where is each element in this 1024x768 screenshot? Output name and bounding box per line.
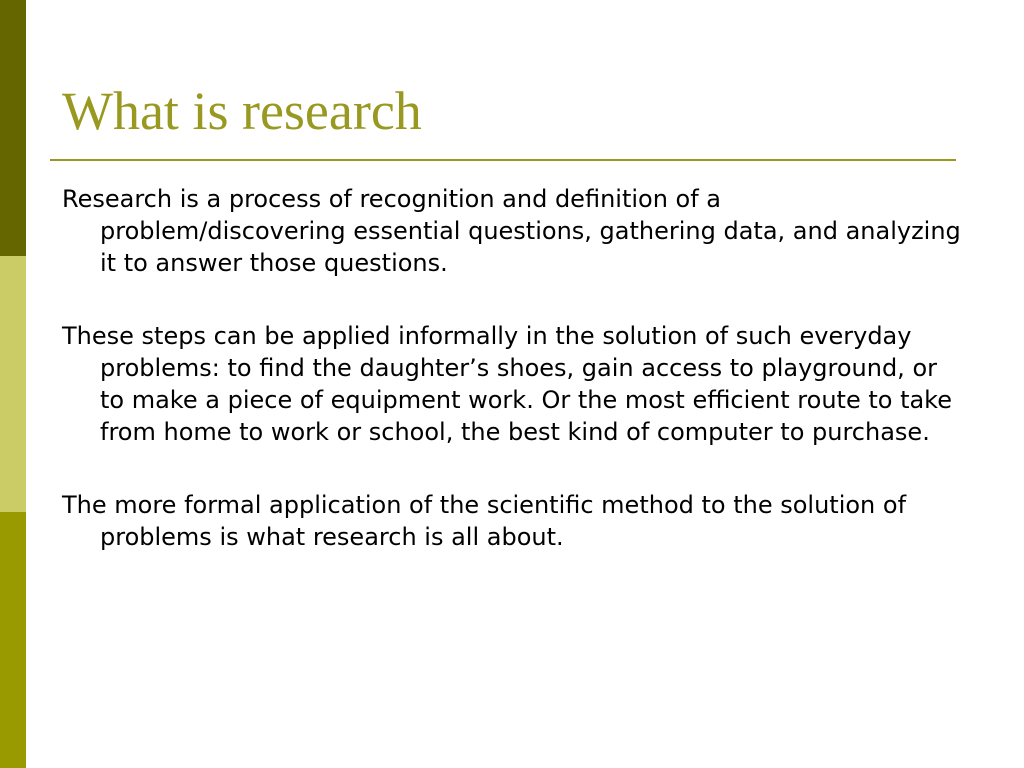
slide-body xyxy=(62,183,962,553)
slide-title: What is research xyxy=(62,81,422,141)
paragraph-formal-application: The more formal application of the scientific method to the solution of problems is what research is all about. xyxy=(62,491,907,551)
paragraph-definition: Research is a process of recognition and definition of a problem/discovering essential questions, gathering data, and analyzing it to answer those questions. xyxy=(62,185,961,277)
sidebar-segment-middle xyxy=(0,256,26,512)
title-divider xyxy=(50,159,956,161)
paragraph-everyday-examples: These steps can be applied informally in the solution of such everyday problems: to find the daughter’s shoes, gain access to playground, or to make a piece of equipment work. Or the most efficient route to take from home to work or school, the best kind of computer to purchase. xyxy=(62,322,952,446)
sidebar-segment-bottom xyxy=(0,512,26,768)
sidebar-segment-top xyxy=(0,0,26,256)
sidebar-accent-bar xyxy=(0,0,26,768)
